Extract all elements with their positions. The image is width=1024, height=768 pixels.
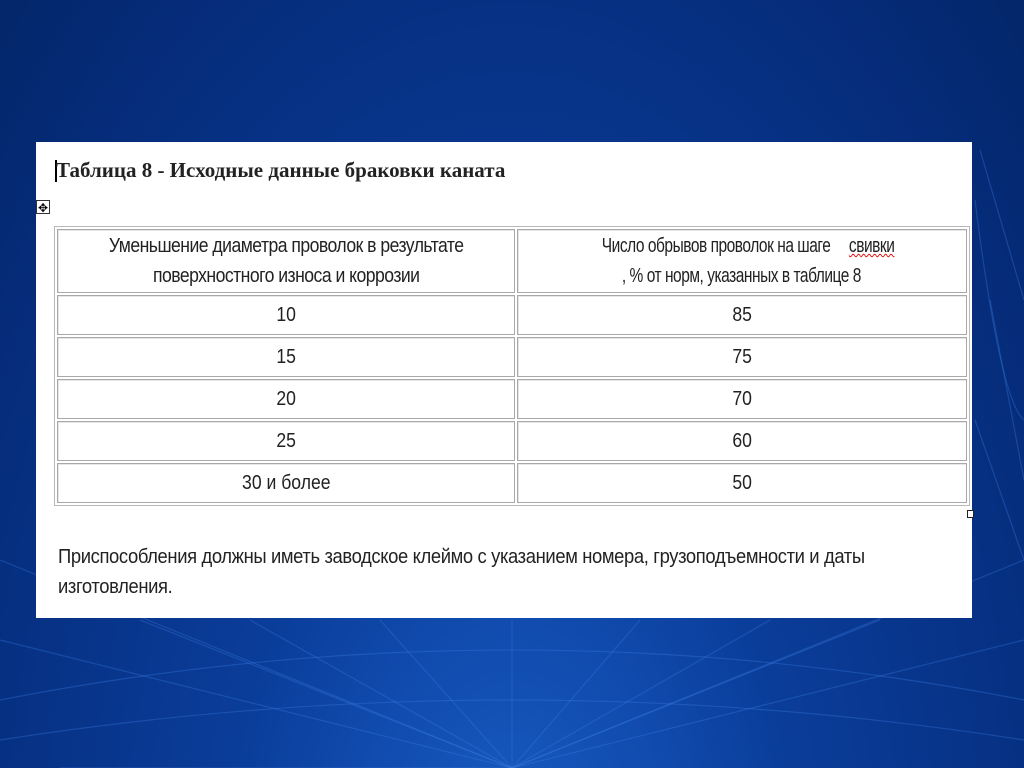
- table-cell: 30 и более: [57, 463, 515, 503]
- table-row: [57, 379, 967, 419]
- data-table: [54, 226, 970, 506]
- table-row: [57, 295, 967, 335]
- table-cell: 50: [517, 463, 967, 503]
- table-cell: 10: [57, 295, 515, 335]
- table-cell: 20: [57, 379, 515, 419]
- header-cell-diameter-reduction: Уменьшение диаметра проволок в результате поверхностного износа и коррозии: [57, 229, 515, 293]
- table-cell: 75: [517, 337, 967, 377]
- table-cell: 85: [517, 295, 967, 335]
- table-row: [57, 337, 967, 377]
- table-row: [57, 421, 967, 461]
- table-header-row: [57, 229, 967, 293]
- note-paragraph: Приспособления должны иметь заводское клеймо с указанием номера, грузоподъемности и даты изготовления.: [58, 546, 865, 598]
- table-cell: 15: [57, 337, 515, 377]
- header-cell-broken-wires: Число обрывов проволок на шагесвивки, % от норм, указанных в таблице 8: [517, 229, 967, 293]
- spellcheck-underlined-word: свивки: [849, 235, 895, 257]
- document-page: [36, 142, 972, 618]
- table-cell: 60: [517, 421, 967, 461]
- table-cell: 25: [57, 421, 515, 461]
- table-title: Таблица 8 - Исходные данные браковки каната: [56, 158, 506, 182]
- table-cell: 70: [517, 379, 967, 419]
- table-resize-handle[interactable]: [967, 510, 974, 518]
- table-row: [57, 463, 967, 503]
- table-move-handle-icon[interactable]: ✥: [37, 201, 49, 215]
